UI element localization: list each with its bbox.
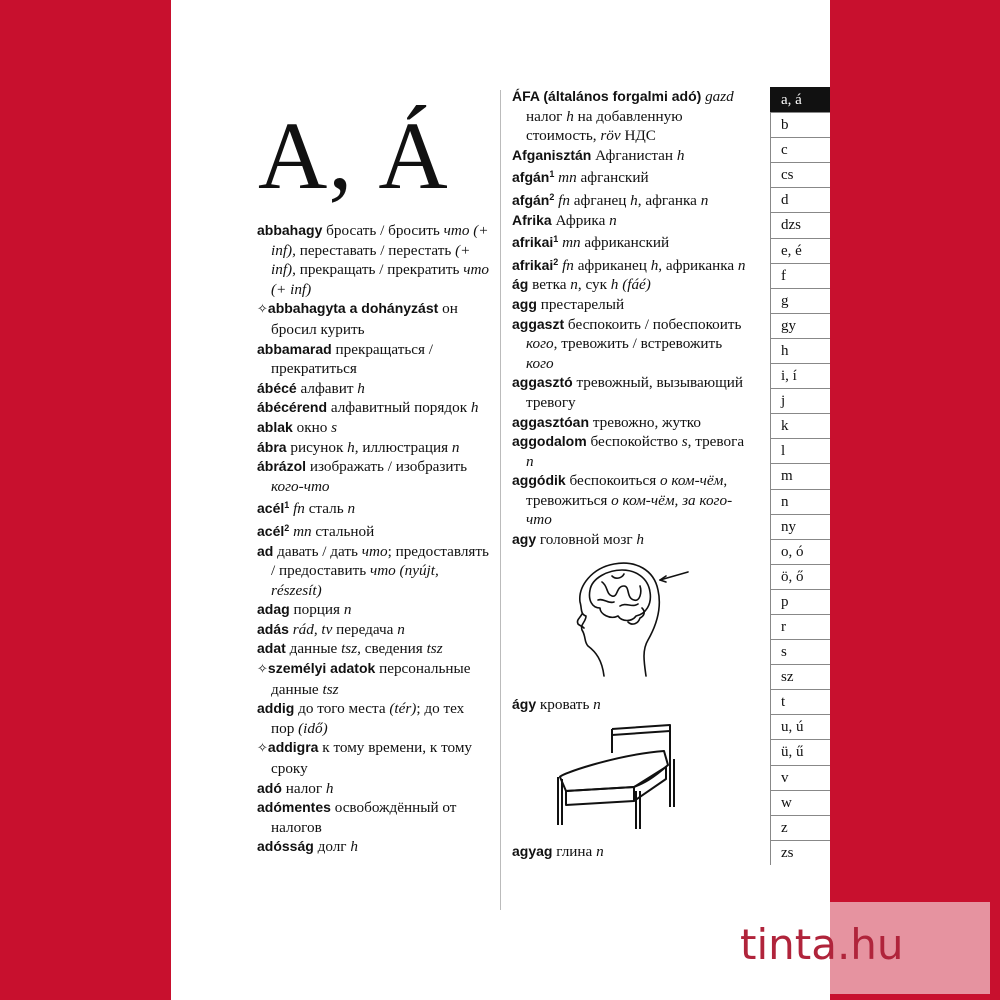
right-column [512,87,748,862]
translation: до того места [294,700,390,718]
dictionary-entry [512,530,748,550]
translation: порция [289,601,344,619]
grammar-label: кого-что [271,477,330,495]
letter-tab[interactable]: z [770,815,830,840]
translation: передача [332,620,398,638]
letter-tab[interactable]: ny [770,514,830,539]
translation: персональные данные [271,660,471,698]
grammar-label: h [350,838,358,856]
letter-tab[interactable]: g [770,288,830,313]
headword: afgán [512,191,550,208]
grammar-label: tsz [322,680,339,698]
grammar-label: mn [558,169,577,187]
grammar-label: fn [293,500,305,518]
letter-tab[interactable]: dzs [770,212,830,237]
dictionary-entry [512,373,748,412]
phrase-entry [257,659,489,699]
translation: беспокоить / побеспокоить [564,315,742,333]
grammar-label: n [596,843,604,861]
dictionary-entry [257,418,489,438]
grammar-label: mn [562,234,581,252]
headword: abbahagy [257,222,323,238]
headword: addigra [267,739,319,756]
translation: данные [285,640,342,658]
translation: тревожный, вызывающий тревогу [526,374,744,411]
letter-tab[interactable]: u, ú [770,714,830,739]
dictionary-entry [512,471,748,530]
translation: изображать / изобразить [306,458,468,476]
grammar-label: n [593,696,601,714]
letter-tab[interactable]: ü, ű [770,739,830,764]
letter-tab[interactable]: cs [770,162,830,187]
homonym-number: 2 [549,191,555,202]
translation: , тревога [687,433,745,451]
dictionary-entry [512,295,748,315]
translation: головной мозг [536,531,637,549]
grammar-label: о ком-чём [660,472,724,490]
translation: к тому времени, к тому сроку [271,739,473,778]
phrase-entry [257,738,489,778]
translation: тревожно, жутко [589,413,701,431]
headword: agg [512,295,537,312]
translation: африканский [580,234,670,252]
translation: , тревожиться [526,472,728,509]
dictionary-entry [512,188,748,211]
translation: афганский [576,169,649,187]
homonym-number: 1 [553,234,559,245]
translation: , сведения [357,640,427,658]
translation: Африка [551,211,610,229]
dictionary-entry [257,542,489,601]
translation: алфавитный порядок [327,399,471,417]
dictionary-entry [257,457,489,496]
dictionary-entry [257,600,489,620]
grammar-label: h [630,191,638,209]
grammar-label: tsz [341,640,358,658]
grammar-label: что [361,542,388,560]
translation: стальной [311,522,375,540]
grammar-label: n [570,276,578,294]
translation: ветка [528,276,571,294]
grammar-label: что (+ inf), [271,222,489,259]
homonym-number: 1 [284,500,290,511]
phrase-marker-icon: ✧ [257,302,268,318]
letter-tab[interactable]: s [770,639,830,664]
translation: освобождённый от налогов [271,799,457,836]
grammar-label: кого [526,335,554,353]
dictionary-entry [257,699,489,738]
dictionary-entry [512,146,748,166]
translation: он бросил курить [271,300,458,338]
grammar-label: h [636,531,644,549]
grammar-label: n [343,601,352,619]
translation: ; до тех пор [271,700,465,737]
dictionary-entry [257,496,489,519]
headword: aggódik [512,472,566,489]
translation: , тревожить / встревожить [553,335,723,353]
dictionary-entry [257,620,489,640]
watermark [734,902,990,994]
dictionary-entry [257,779,489,799]
letter-tab[interactable]: h [770,338,830,363]
translation: , иллюстрация [354,438,452,456]
headword: acél [257,522,285,539]
letter-tab[interactable]: a, á [770,87,830,112]
dictionary-entry [257,519,489,542]
grammar-label: n [609,211,617,229]
grammar-label: rád, tv [292,620,333,638]
dictionary-entry [512,165,748,188]
headword: abbahagyta a dohányzást [267,300,439,317]
translation: , сук [577,276,611,294]
translation: долг [313,838,351,856]
translation: , прекращать / прекратить [292,261,464,279]
translation: афганец [569,191,631,209]
letter-tab[interactable]: v [770,765,830,790]
headword: ábrázol [257,458,307,475]
dictionary-entry [257,837,489,857]
headword: adag [257,601,290,618]
dictionary-entry [257,639,489,659]
grammar-label: n [526,452,534,470]
translation: , африканка [658,256,738,274]
grammar-label: mn [293,522,312,540]
section-title: A, Á [258,102,449,209]
headword: addig [257,700,295,717]
grammar-label: s [681,433,688,451]
grammar-label: h (fáé) [610,276,651,294]
grammar-label: s [331,418,338,436]
dictionary-entry [512,211,748,231]
translation: налог [281,779,326,797]
grammar-label: h [325,779,334,797]
translation: африканец [573,256,651,274]
translation: престарелый [536,295,625,313]
grammar-label: röv [600,127,621,145]
dictionary-entry [257,438,489,458]
headword: adósság [257,838,314,855]
headword: aggodalom [512,433,587,450]
grammar-label: (tér) [389,700,417,718]
dictionary-entry [512,695,748,715]
grammar-label: (idő) [298,719,328,737]
headword: adómentes [257,799,331,816]
letter-tab[interactable]: l [770,438,830,463]
headword: abbamarad [257,340,332,357]
headword: személyi adatok [267,660,376,677]
grammar-label: n [700,191,709,209]
grammar-label: (+ inf) [271,241,471,279]
grammar-label: tsz [426,640,443,658]
letter-tab[interactable]: ö, ő [770,564,830,589]
headword: afrikai [512,234,554,251]
translation: Афганистан [591,146,677,164]
dictionary-entry [257,798,489,837]
headword: ábécé [257,379,297,396]
grammar-label: h [357,379,365,397]
grammar-label: что (nyújt, részesít) [271,562,439,599]
translation: кровать [536,696,594,714]
dictionary-entry [512,842,748,862]
dictionary-entry [512,413,748,433]
translation: налог [526,107,567,125]
translation: давать / дать [273,542,362,560]
homonym-number: 2 [553,256,559,267]
translation: рисунок [286,438,348,456]
grammar-label: gazd [705,88,734,105]
translation: глина [552,843,597,861]
translation: алфавит [296,379,358,397]
headword: agy [512,531,537,548]
translation: бросать / бросить [322,222,444,239]
letter-tab[interactable]: gy [770,313,830,338]
headword: ág [512,276,529,293]
brain-illustration [552,556,692,684]
headword: Afrika [512,211,552,228]
grammar-label: n [737,256,746,274]
grammar-label: кого [526,354,554,372]
headword: ágy [512,696,537,713]
translation: переставать / перестать [295,241,456,259]
headword: acél [257,500,285,517]
headword: aggasztóan [512,413,590,430]
dictionary-entry [512,87,748,146]
translation: окно [292,418,332,436]
translation: беспокоиться [565,472,660,490]
phrase-marker-icon: ✧ [257,662,268,678]
brain-illustration-wrap [552,556,748,690]
grammar-label: о ком-чём, за кого-что [526,491,733,529]
homonym-number: 2 [284,522,290,533]
phrase-marker-icon: ✧ [257,741,268,757]
letter-tab[interactable]: d [770,187,830,212]
dictionary-entry [512,275,748,295]
letter-tab[interactable]: i, í [770,363,830,388]
grammar-label: fn [562,256,574,274]
grammar-label: h [566,107,574,125]
grammar-label: n [347,500,356,518]
letter-tab[interactable]: m [770,463,830,488]
letter-tab[interactable]: j [770,388,830,413]
translation: беспокойство [586,433,682,451]
letter-tab[interactable]: o, ó [770,539,830,564]
letter-tab[interactable]: t [770,689,830,714]
headword: adás [257,620,289,637]
headword: Afganisztán [512,146,592,163]
headword: agyag [512,843,553,860]
dictionary-entry [512,315,748,374]
letter-tab[interactable]: e, é [770,238,830,263]
grammar-label: n [397,620,405,638]
letter-tab[interactable]: f [770,263,830,288]
headword: ÁFA (általános forgalmi adó) [512,88,702,104]
translation: , афганка [637,191,701,209]
headword: adó [257,779,282,796]
phrase-entry [257,299,489,339]
translation: на добавленную стоимость, [526,107,683,145]
left-column [257,221,489,857]
headword: ábra [257,438,287,455]
grammar-label: h [347,438,355,456]
translation: ; предоставлять / предоставить [271,542,489,580]
letter-tab[interactable]: c [770,137,830,162]
dictionary-entry [512,253,748,276]
dictionary-entry [257,340,489,379]
dictionary-entry [257,221,489,299]
dictionary-entry [512,432,748,471]
headword: aggasztó [512,374,573,391]
dictionary-entry [257,398,489,418]
alphabet-thumb-index [770,87,830,865]
headword: afrikai [512,256,554,273]
letter-tab[interactable]: sz [770,664,830,689]
letter-tab[interactable]: w [770,790,830,815]
dictionary-entry [257,379,489,399]
bed-illustration-wrap [552,721,748,837]
grammar-label: h [676,146,685,164]
letter-tab[interactable]: r [770,614,830,639]
grammar-label: n [451,438,460,456]
headword: adat [257,640,286,657]
letter-tab[interactable]: zs [770,840,830,865]
headword: ábécérend [257,399,328,416]
translation: прекращаться / прекратиться [271,340,434,378]
bed-illustration [552,721,682,831]
translation: НДС [620,127,656,145]
watermark-text: tinta.hu [740,920,904,969]
grammar-label: h [470,399,479,417]
column-divider [500,90,501,910]
homonym-number: 1 [549,169,555,180]
dictionary-entry [512,230,748,253]
grammar-label: fn [558,191,570,209]
headword: ad [257,542,274,559]
headword: afgán [512,169,550,186]
grammar-label: что (+ inf) [271,261,490,298]
letter-tab[interactable]: b [770,112,830,137]
grammar-label: h [650,256,659,274]
translation: сталь [304,500,348,518]
letter-tab[interactable]: n [770,489,830,514]
letter-tab[interactable]: p [770,589,830,614]
headword: aggaszt [512,315,565,332]
headword: ablak [257,418,293,435]
letter-tab[interactable]: k [770,413,830,438]
